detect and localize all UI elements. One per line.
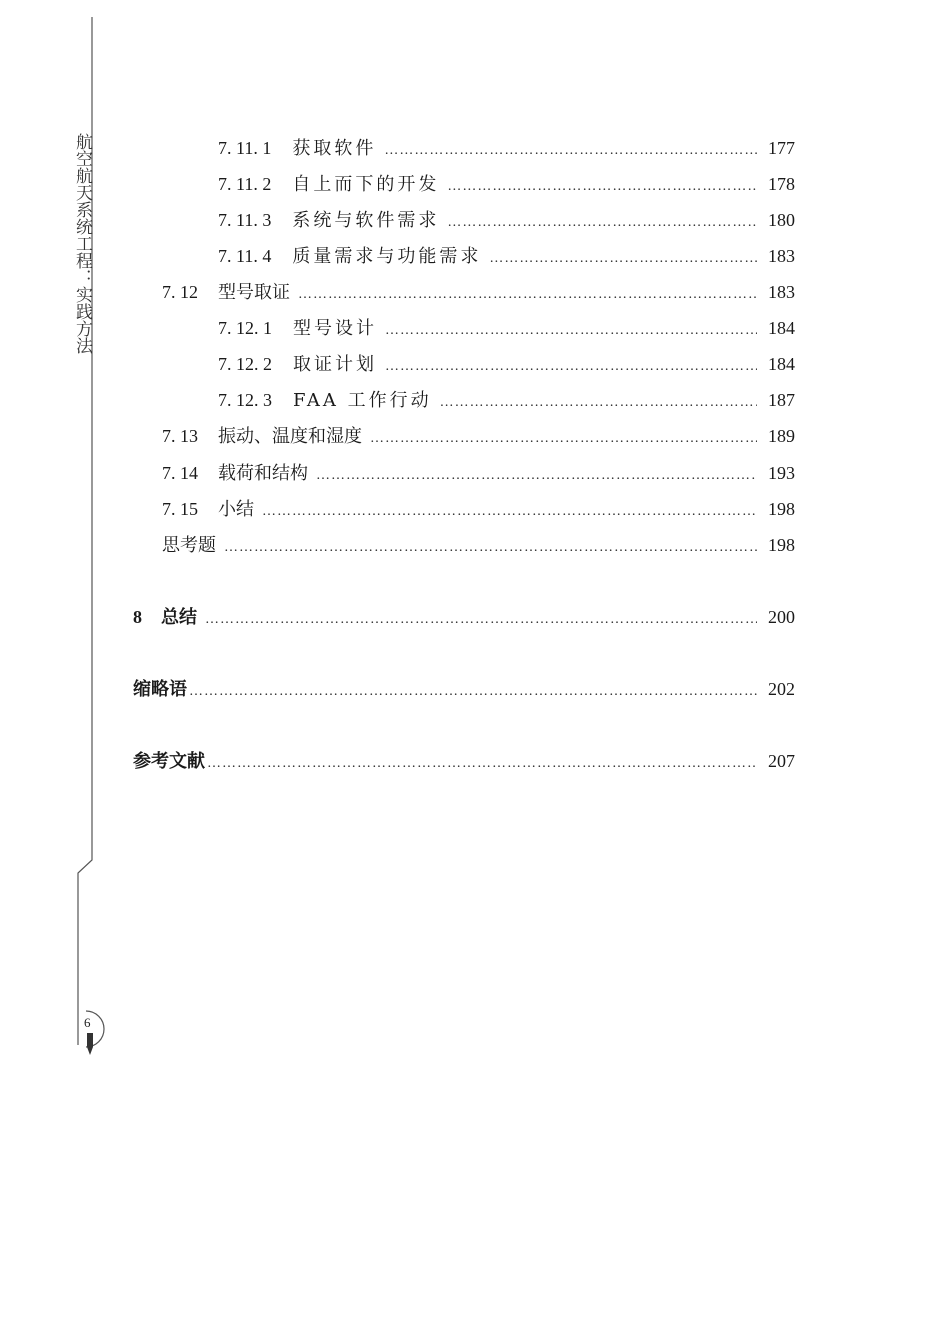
toc-entry-title: FAA 工作行动 bbox=[293, 390, 432, 411]
toc-entry-number: 7. 12 bbox=[162, 282, 198, 302]
toc-entry-number: 7. 15 bbox=[162, 499, 198, 519]
toc-entry-abbreviations[interactable] bbox=[133, 677, 795, 701]
toc-entry-number: 7. 11. 1 bbox=[218, 138, 272, 158]
toc-entry-7-11-2[interactable] bbox=[218, 172, 795, 196]
toc-entry-7-12[interactable] bbox=[162, 280, 795, 304]
toc-leader-dots bbox=[447, 211, 757, 235]
toc-entry-page: 193 bbox=[768, 463, 795, 483]
toc-entry-title: 振动、温度和湿度 bbox=[218, 426, 362, 447]
toc-entry-title: 质量需求与功能需求 bbox=[292, 246, 482, 267]
toc-entry-7-11-3[interactable] bbox=[218, 208, 795, 232]
toc-entry-title: 小结 bbox=[218, 499, 254, 520]
toc-entry-title: 总结 bbox=[161, 607, 197, 628]
toc-leader-dots bbox=[224, 536, 757, 560]
toc-entry-number: 7. 12. 1 bbox=[218, 318, 272, 338]
toc-entry-page: 187 bbox=[768, 390, 795, 410]
toc-entry-7-12-1[interactable] bbox=[218, 316, 795, 340]
toc-entry-page: 198 bbox=[768, 499, 795, 519]
toc-entry-7-15[interactable] bbox=[162, 497, 795, 521]
toc-entry-title: 缩略语 bbox=[133, 679, 187, 700]
toc-entry-page: 200 bbox=[768, 607, 795, 627]
toc-leader-dots bbox=[262, 500, 757, 524]
toc-entry-7-14[interactable] bbox=[162, 461, 795, 485]
toc-entry-references[interactable] bbox=[133, 749, 795, 773]
toc-leader-dots bbox=[189, 680, 757, 704]
toc-leader-dots bbox=[370, 427, 757, 451]
page-number: 6 bbox=[84, 1015, 91, 1030]
toc-entry-questions[interactable] bbox=[162, 533, 795, 557]
toc-entry-title: 系统与软件需求 bbox=[292, 210, 440, 231]
toc-entry-7-11-4[interactable] bbox=[218, 244, 795, 268]
toc-entry-page: 183 bbox=[768, 282, 795, 302]
toc-entry-page: 184 bbox=[768, 354, 795, 374]
toc-leader-dots bbox=[316, 464, 757, 488]
toc-entry-number: 7. 13 bbox=[162, 426, 198, 446]
toc-entry-number: 7. 11. 3 bbox=[218, 210, 272, 230]
toc-entry-title: 载荷和结构 bbox=[218, 463, 308, 484]
toc-entry-page: 180 bbox=[768, 210, 795, 230]
toc-entry-title: 型号设计 bbox=[293, 318, 377, 339]
toc-entry-page: 177 bbox=[768, 138, 795, 158]
toc-entry-number: 7. 11. 4 bbox=[218, 246, 272, 266]
toc-entry-number: 7. 12. 3 bbox=[218, 390, 272, 410]
toc-entry-number: 7. 14 bbox=[162, 463, 198, 483]
toc-entry-title: 思考题 bbox=[162, 535, 216, 556]
toc-entry-page: 189 bbox=[768, 426, 795, 446]
toc-leader-dots bbox=[385, 355, 757, 379]
toc-leader-dots bbox=[384, 139, 757, 163]
toc-entry-7-12-2[interactable] bbox=[218, 352, 795, 376]
toc-leader-dots bbox=[207, 752, 757, 776]
toc-leader-dots bbox=[447, 175, 757, 199]
toc-entry-page: 184 bbox=[768, 318, 795, 338]
toc-entry-7-13[interactable] bbox=[162, 424, 795, 448]
toc-entry-chapter-8[interactable] bbox=[133, 605, 795, 629]
toc-entry-number: 8 bbox=[133, 607, 142, 627]
toc-entry-title: 取证计划 bbox=[293, 354, 377, 375]
toc-leader-dots bbox=[385, 319, 757, 343]
toc-entry-number: 7. 11. 2 bbox=[218, 174, 272, 194]
toc-entry-page: 207 bbox=[768, 751, 795, 771]
toc-entry-page: 183 bbox=[768, 246, 795, 266]
toc-leader-dots bbox=[489, 247, 757, 271]
book-title-vertical: 航空航天系统工程：实践方法 bbox=[72, 133, 92, 354]
toc-leader-dots bbox=[205, 608, 757, 632]
toc-leader-dots bbox=[298, 283, 757, 307]
toc-entry-7-11-1[interactable] bbox=[218, 136, 795, 160]
toc-leader-dots bbox=[440, 391, 757, 415]
toc-entry-page: 198 bbox=[768, 535, 795, 555]
toc-entry-7-12-3[interactable] bbox=[218, 388, 795, 412]
toc-entry-title: 获取软件 bbox=[292, 138, 377, 159]
toc-entry-title: 型号取证 bbox=[218, 282, 290, 303]
toc-entry-page: 178 bbox=[768, 174, 795, 194]
toc-entry-number: 7. 12. 2 bbox=[218, 354, 272, 374]
toc-entry-title: 参考文献 bbox=[133, 751, 205, 772]
toc-entry-page: 202 bbox=[768, 679, 795, 699]
toc-entry-title: 自上而下的开发 bbox=[292, 174, 440, 195]
